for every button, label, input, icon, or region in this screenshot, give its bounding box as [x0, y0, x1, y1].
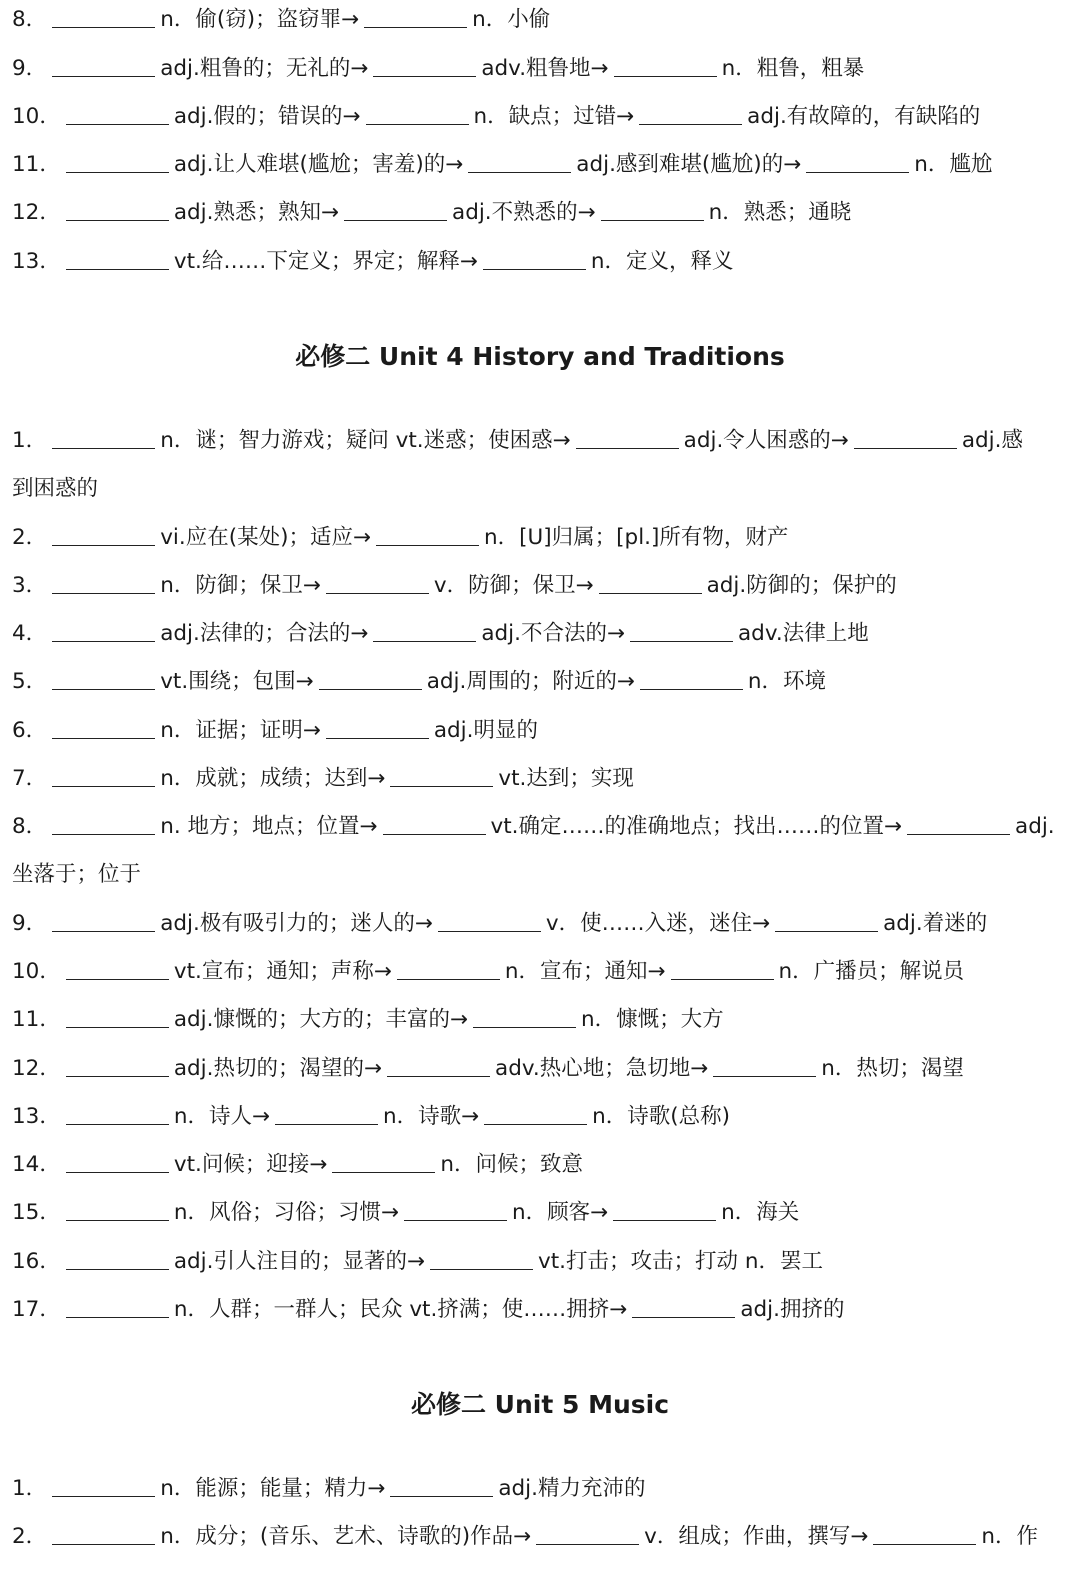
answer-blank[interactable] [390, 1474, 493, 1497]
answer-blank[interactable] [806, 150, 909, 173]
vocab-text: 12． [12, 200, 61, 225]
vocab-line [12, 764, 634, 794]
answer-blank[interactable] [613, 1198, 716, 1221]
vocab-text: 8． [12, 814, 48, 839]
vocab-text: n．能源；能量；精力→ [160, 1476, 386, 1501]
answer-blank[interactable] [66, 1054, 169, 1077]
answer-blank[interactable] [66, 1102, 169, 1125]
answer-blank[interactable] [52, 716, 155, 739]
answer-blank[interactable] [52, 1474, 155, 1497]
vocab-text: n．证据；证明→ [160, 718, 321, 743]
vocab-text: n．熟悉；通晓 [708, 200, 852, 225]
answer-blank[interactable] [52, 523, 155, 546]
vocab-text: n．环境 [747, 669, 826, 694]
answer-blank[interactable] [373, 619, 476, 642]
answer-blank[interactable] [640, 667, 743, 690]
vocab-line [12, 54, 864, 84]
vocab-text: n．海关 [721, 1200, 800, 1225]
answer-blank[interactable] [601, 198, 704, 221]
answer-blank[interactable] [438, 909, 541, 932]
vocab-text: adj.令人困惑的→ [683, 428, 849, 453]
vocab-text: adj.感 [961, 428, 1023, 453]
answer-blank[interactable] [387, 1054, 490, 1077]
vocab-line [12, 247, 734, 277]
vocab-text: adj.周围的；附近的→ [426, 669, 635, 694]
vocab-text: n．广播员；解说员 [778, 959, 965, 984]
vocab-text: n．成分；(音乐、艺术、诗歌的)作品→ [160, 1524, 532, 1549]
vocab-line [12, 860, 141, 890]
answer-blank[interactable] [373, 54, 476, 77]
vocab-line [12, 1198, 799, 1228]
answer-blank[interactable] [576, 426, 679, 449]
vocab-text: adj.慷慨的；大方的；丰富的→ [173, 1007, 469, 1032]
answer-blank[interactable] [66, 1005, 169, 1028]
vocab-line [12, 1150, 583, 1180]
vocab-text: adj.着迷的 [883, 911, 988, 936]
vocab-text: adj.拥挤的 [740, 1297, 845, 1322]
answer-blank[interactable] [52, 667, 155, 690]
vocab-text: adv.热心地；急切地→ [495, 1056, 709, 1081]
answer-blank[interactable] [52, 909, 155, 932]
vocab-text: 17． [12, 1297, 61, 1322]
answer-blank[interactable] [66, 198, 169, 221]
answer-blank[interactable] [52, 426, 155, 449]
vocab-text: n．成就；成绩；达到→ [160, 766, 386, 791]
answer-blank[interactable] [614, 54, 717, 77]
answer-blank[interactable] [364, 5, 467, 28]
vocab-line [12, 150, 992, 180]
answer-blank[interactable] [52, 54, 155, 77]
vocab-line [12, 571, 897, 601]
vocab-text: n．缺点；过错→ [473, 104, 635, 129]
vocab-line [12, 1102, 730, 1132]
vocab-text: n．防御；保卫→ [160, 573, 321, 598]
vocab-line [12, 5, 550, 35]
answer-blank[interactable] [873, 1522, 976, 1545]
vocab-text: vt.问候；迎接→ [173, 1152, 328, 1177]
vocab-text: adj.精力充沛的 [498, 1476, 646, 1501]
vocab-text: adj.明显的 [433, 718, 538, 743]
vocab-text: vt.围绕；包围→ [160, 669, 314, 694]
vocab-text: 9． [12, 911, 48, 936]
vocab-text: n．粗鲁，粗暴 [721, 56, 865, 81]
vocab-line [12, 523, 788, 553]
vocab-text: adj.假的；错误的→ [173, 104, 361, 129]
vocab-line [12, 667, 826, 697]
answer-blank[interactable] [66, 1150, 169, 1173]
vocab-text: n. 地方；地点；位置→ [160, 814, 378, 839]
vocab-text: 11． [12, 1007, 61, 1032]
answer-blank[interactable] [275, 1102, 378, 1125]
vocab-text: 11． [12, 152, 61, 177]
vocab-text: n．顾客→ [512, 1200, 609, 1225]
vocab-text: 10． [12, 959, 61, 984]
vocab-text: vt.宣布；通知；声称→ [173, 959, 392, 984]
vocab-text: n．偷(窃)；盗窃罪→ [160, 7, 360, 32]
vocab-text: adj.让人难堪(尴尬；害羞)的→ [173, 152, 464, 177]
answer-blank[interactable] [632, 1295, 735, 1318]
answer-blank[interactable] [332, 1150, 435, 1173]
answer-blank[interactable] [66, 247, 169, 270]
vocab-text: n．尴尬 [914, 152, 993, 177]
vocab-text: vt.给……下定义；界定；解释→ [173, 249, 478, 274]
vocab-text: adv.粗鲁地→ [481, 56, 609, 81]
answer-blank[interactable] [66, 957, 169, 980]
vocab-line [12, 1522, 1038, 1552]
vocab-text: n．小偷 [472, 7, 551, 32]
answer-blank[interactable] [344, 198, 447, 221]
answer-blank[interactable] [319, 667, 422, 690]
answer-blank[interactable] [52, 619, 155, 642]
vocab-text: 3． [12, 573, 48, 598]
answer-blank[interactable] [536, 1522, 639, 1545]
vocab-text: n．热切；渴望 [821, 1056, 964, 1081]
vocab-text: adj.感到难堪(尴尬)的→ [576, 152, 802, 177]
answer-blank[interactable] [483, 247, 586, 270]
vocab-text: 14． [12, 1152, 61, 1177]
answer-blank[interactable] [473, 1005, 576, 1028]
vocab-line [12, 198, 851, 228]
vocab-text: 6． [12, 718, 48, 743]
vocab-line [12, 1474, 645, 1504]
answer-blank[interactable] [599, 571, 702, 594]
answer-blank[interactable] [430, 1247, 533, 1270]
vocab-text: n．问候；致意 [440, 1152, 584, 1177]
answer-blank[interactable] [671, 957, 774, 980]
vocab-text: v．使……入迷，迷住→ [545, 911, 771, 936]
vocab-line [12, 1005, 724, 1035]
answer-blank[interactable] [376, 523, 479, 546]
vocab-line [12, 716, 538, 746]
vocab-text: 4． [12, 621, 48, 646]
vocab-text: 9． [12, 56, 48, 81]
answer-blank[interactable] [713, 1054, 816, 1077]
vocab-text: adj.防御的；保护的 [706, 573, 897, 598]
vocab-line [12, 619, 869, 649]
vocab-line [12, 426, 1023, 456]
answer-blank[interactable] [630, 619, 733, 642]
answer-blank[interactable] [383, 812, 486, 835]
vocab-line [12, 1295, 844, 1325]
vocab-text: n．宣布；通知→ [504, 959, 666, 984]
vocab-line [12, 812, 1055, 842]
vocab-text: adj.熟悉；熟知→ [173, 200, 340, 225]
answer-blank[interactable] [397, 957, 500, 980]
answer-blank[interactable] [66, 102, 169, 125]
vocab-text: adj. [1015, 814, 1055, 839]
vocab-text: 2． [12, 1524, 48, 1549]
answer-blank[interactable] [52, 571, 155, 594]
answer-blank[interactable] [52, 5, 155, 28]
vocab-text: 到困惑的 [12, 476, 99, 501]
vocab-text: adj.引人注目的；显著的→ [173, 1249, 426, 1274]
vocab-text: 13． [12, 1104, 61, 1129]
answer-blank[interactable] [66, 1295, 169, 1318]
vocab-text: n．诗歌→ [383, 1104, 480, 1129]
vocab-text: n．慷慨；大方 [581, 1007, 724, 1032]
vocab-text: 1． [12, 1476, 48, 1501]
vocab-line [12, 957, 964, 987]
vocab-text: 10． [12, 104, 61, 129]
answer-blank[interactable] [639, 102, 742, 125]
vocab-text: adj.热切的；渴望的→ [173, 1056, 383, 1081]
vocab-text: adj.法律的；合法的→ [160, 621, 369, 646]
vocab-text: n．风俗；习俗；习惯→ [173, 1200, 400, 1225]
vocab-text: vt.打击；攻击；打动 n．罢工 [538, 1249, 823, 1274]
vocab-line [12, 474, 98, 504]
answer-blank[interactable] [52, 764, 155, 787]
vocab-text: 5． [12, 669, 48, 694]
vocab-text: 1． [12, 428, 48, 453]
vocab-text: n．诗人→ [173, 1104, 271, 1129]
answer-blank[interactable] [326, 571, 429, 594]
vocab-text: 16． [12, 1249, 61, 1274]
answer-blank[interactable] [66, 1247, 169, 1270]
vocab-text: adj.不熟悉的→ [452, 200, 596, 225]
vocab-text: adj.不合法的→ [481, 621, 625, 646]
answer-blank[interactable] [66, 1198, 169, 1221]
vocab-text: n．[U]归属；[pl.]所有物，财产 [484, 525, 789, 550]
vocab-text: vi.应在(某处)；适应→ [160, 525, 372, 550]
vocab-text: adj.粗鲁的；无礼的→ [160, 56, 369, 81]
answer-blank[interactable] [404, 1198, 507, 1221]
vocab-text: adv.法律上地 [738, 621, 869, 646]
vocab-text: adj.有故障的，有缺陷的 [747, 104, 981, 129]
vocab-line [12, 1054, 964, 1084]
vocab-text: 坐落于；位于 [12, 862, 142, 887]
vocab-text: adj.极有吸引力的；迷人的→ [160, 911, 433, 936]
vocab-text: vt.确定……的准确地点；找出……的位置→ [490, 814, 903, 839]
vocab-text: v．组成；作曲，撰写→ [644, 1524, 869, 1549]
vocab-text: 15． [12, 1200, 61, 1225]
vocab-text: v．防御；保卫→ [433, 573, 594, 598]
section-heading: 必修二 Unit 4 History and Traditions [295, 342, 785, 371]
answer-blank[interactable] [52, 1522, 155, 1545]
vocab-text: n．人群；一群人；民众 vt.挤满；使……拥挤→ [173, 1297, 628, 1322]
answer-blank[interactable] [366, 102, 469, 125]
vocab-text: n．作 [981, 1524, 1038, 1549]
vocab-text: 13． [12, 249, 61, 274]
answer-blank[interactable] [326, 716, 429, 739]
answer-blank[interactable] [484, 1102, 587, 1125]
vocab-line [12, 909, 987, 939]
answer-blank[interactable] [468, 150, 571, 173]
vocab-text: n．定义，释义 [590, 249, 734, 274]
answer-blank[interactable] [854, 426, 957, 449]
vocab-text: 2． [12, 525, 48, 550]
answer-blank[interactable] [66, 150, 169, 173]
answer-blank[interactable] [52, 812, 155, 835]
vocab-text: 7． [12, 766, 48, 791]
vocab-text: n．谜；智力游戏；疑问 vt.迷惑；使困惑→ [160, 428, 571, 453]
answer-blank[interactable] [775, 909, 878, 932]
answer-blank[interactable] [907, 812, 1010, 835]
vocab-text: 8． [12, 7, 48, 32]
vocab-text: vt.达到；实现 [498, 766, 634, 791]
vocab-line [12, 102, 980, 132]
vocab-text: 12． [12, 1056, 61, 1081]
section-heading: 必修二 Unit 5 Music [410, 1390, 670, 1419]
vocab-text: n．诗歌(总称) [592, 1104, 731, 1129]
vocab-line [12, 1247, 823, 1277]
answer-blank[interactable] [390, 764, 493, 787]
